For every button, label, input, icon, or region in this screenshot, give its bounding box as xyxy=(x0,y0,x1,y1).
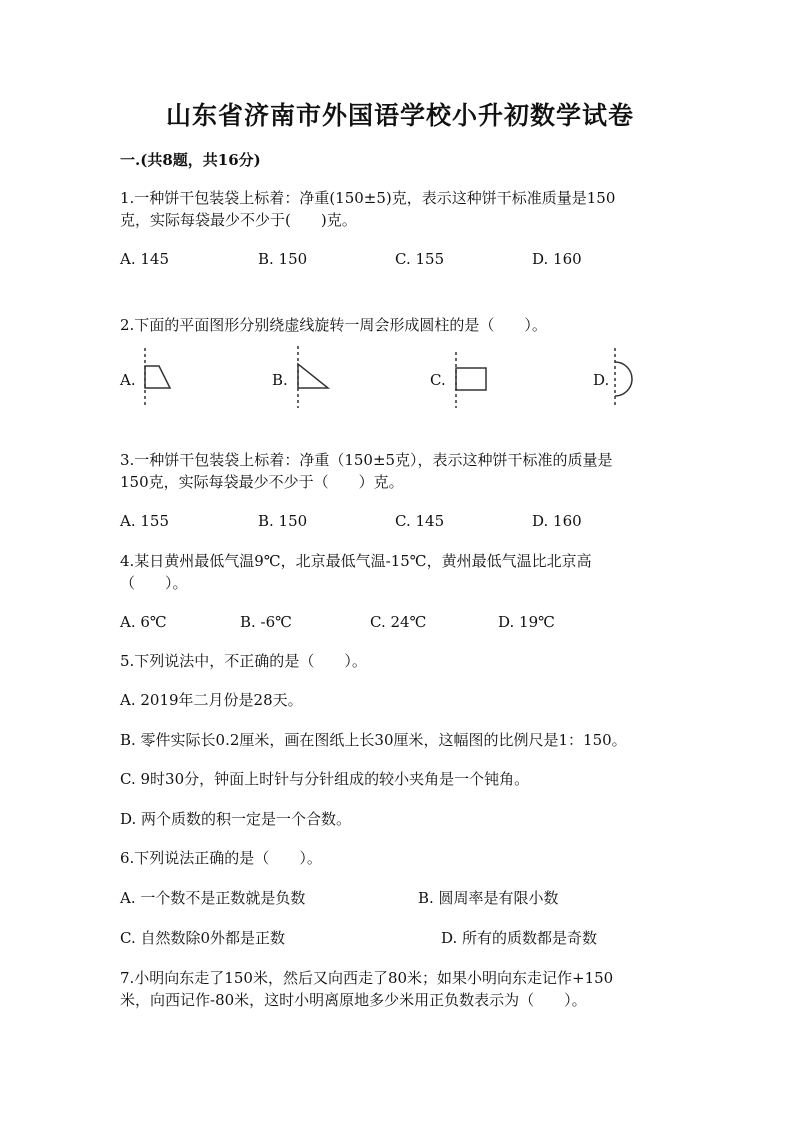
question-4-text-line1: 4.某日黄州最低气温9℃，北京最低气温-15℃，黄州最低气温比北京高 xyxy=(120,552,592,570)
question-5-option-b: B. 零件实际长0.2厘米，画在图纸上长30厘米，这幅图的比例尺是1：150。 xyxy=(120,731,627,749)
question-1-option-c: C. 155 xyxy=(395,250,445,268)
question-7-text-line1: 7.小明向东走了150米，然后又向西走了80米；如果小明向东走记作+150 xyxy=(120,969,614,987)
question-4-option-d: D. 19℃ xyxy=(498,613,555,631)
question-4-text-line2: （ ）。 xyxy=(120,574,188,592)
question-3-option-a: A. 155 xyxy=(120,512,169,530)
question-3-text-line2: 150克，实际每袋最少不少于（ ）克。 xyxy=(120,473,404,491)
question-3-option-d: D. 160 xyxy=(532,512,582,530)
triangle-figure xyxy=(288,346,338,410)
rectangle-figure xyxy=(450,346,500,410)
question-3-option-c: C. 145 xyxy=(395,512,445,530)
question-4-option-a: A. 6℃ xyxy=(120,613,167,631)
question-2-text: 2.下面的平面图形分别绕虚线旋转一周会形成圆柱的是（ ）。 xyxy=(120,316,547,334)
question-5-option-c: C. 9时30分，钟面上时针与分针组成的较小夹角是一个钝角。 xyxy=(120,770,530,788)
question-1-text-line1: 1.一种饼干包装袋上标着：净重(150±5)克，表示这种饼干标准质量是150 xyxy=(120,189,616,207)
question-4-option-c: C. 24℃ xyxy=(370,613,427,631)
question-5-option-d: D. 两个质数的积一定是一个合数。 xyxy=(120,810,352,828)
question-6-text: 6.下列说法正确的是（ ）。 xyxy=(120,849,322,867)
question-6-option-c: C. 自然数除0外都是正数 xyxy=(120,929,286,947)
question-6-option-b: B. 圆周率是有限小数 xyxy=(418,889,559,907)
question-3-option-b: B. 150 xyxy=(258,512,308,530)
question-2-label-c: C. xyxy=(430,371,446,389)
question-2-label-a: A. xyxy=(120,371,136,389)
question-5-text: 5.下列说法中，不正确的是（ ）。 xyxy=(120,652,367,670)
section-heading: 一.(共8题，共16分) xyxy=(120,151,261,169)
question-1-text-line2: 克，实际每袋最少不少于( )克。 xyxy=(120,211,357,229)
question-4-option-b: B. -6℃ xyxy=(240,613,292,631)
question-2-label-b: B. xyxy=(272,371,288,389)
question-7-text-line2: 米，向西记作-80米，这时小明离原地多少米用正负数表示为（ ）。 xyxy=(120,991,587,1009)
semicircle-figure xyxy=(605,346,655,410)
question-2-label-d: D. xyxy=(593,371,610,389)
question-5-option-a: A. 2019年二月份是28天。 xyxy=(120,691,303,709)
question-6-option-d: D. 所有的质数都是奇数 xyxy=(441,929,598,947)
question-6-option-a: A. 一个数不是正数就是负数 xyxy=(120,889,306,907)
trapezoid-figure xyxy=(136,346,186,410)
page-title: 山东省济南市外国语学校小升初数学试卷 xyxy=(165,101,634,130)
question-1-option-b: B. 150 xyxy=(258,250,308,268)
question-1-option-a: A. 145 xyxy=(120,250,169,268)
question-1-option-d: D. 160 xyxy=(532,250,582,268)
question-3-text-line1: 3.一种饼干包装袋上标着：净重（150±5克），表示这种饼干标准的质量是 xyxy=(120,451,613,469)
